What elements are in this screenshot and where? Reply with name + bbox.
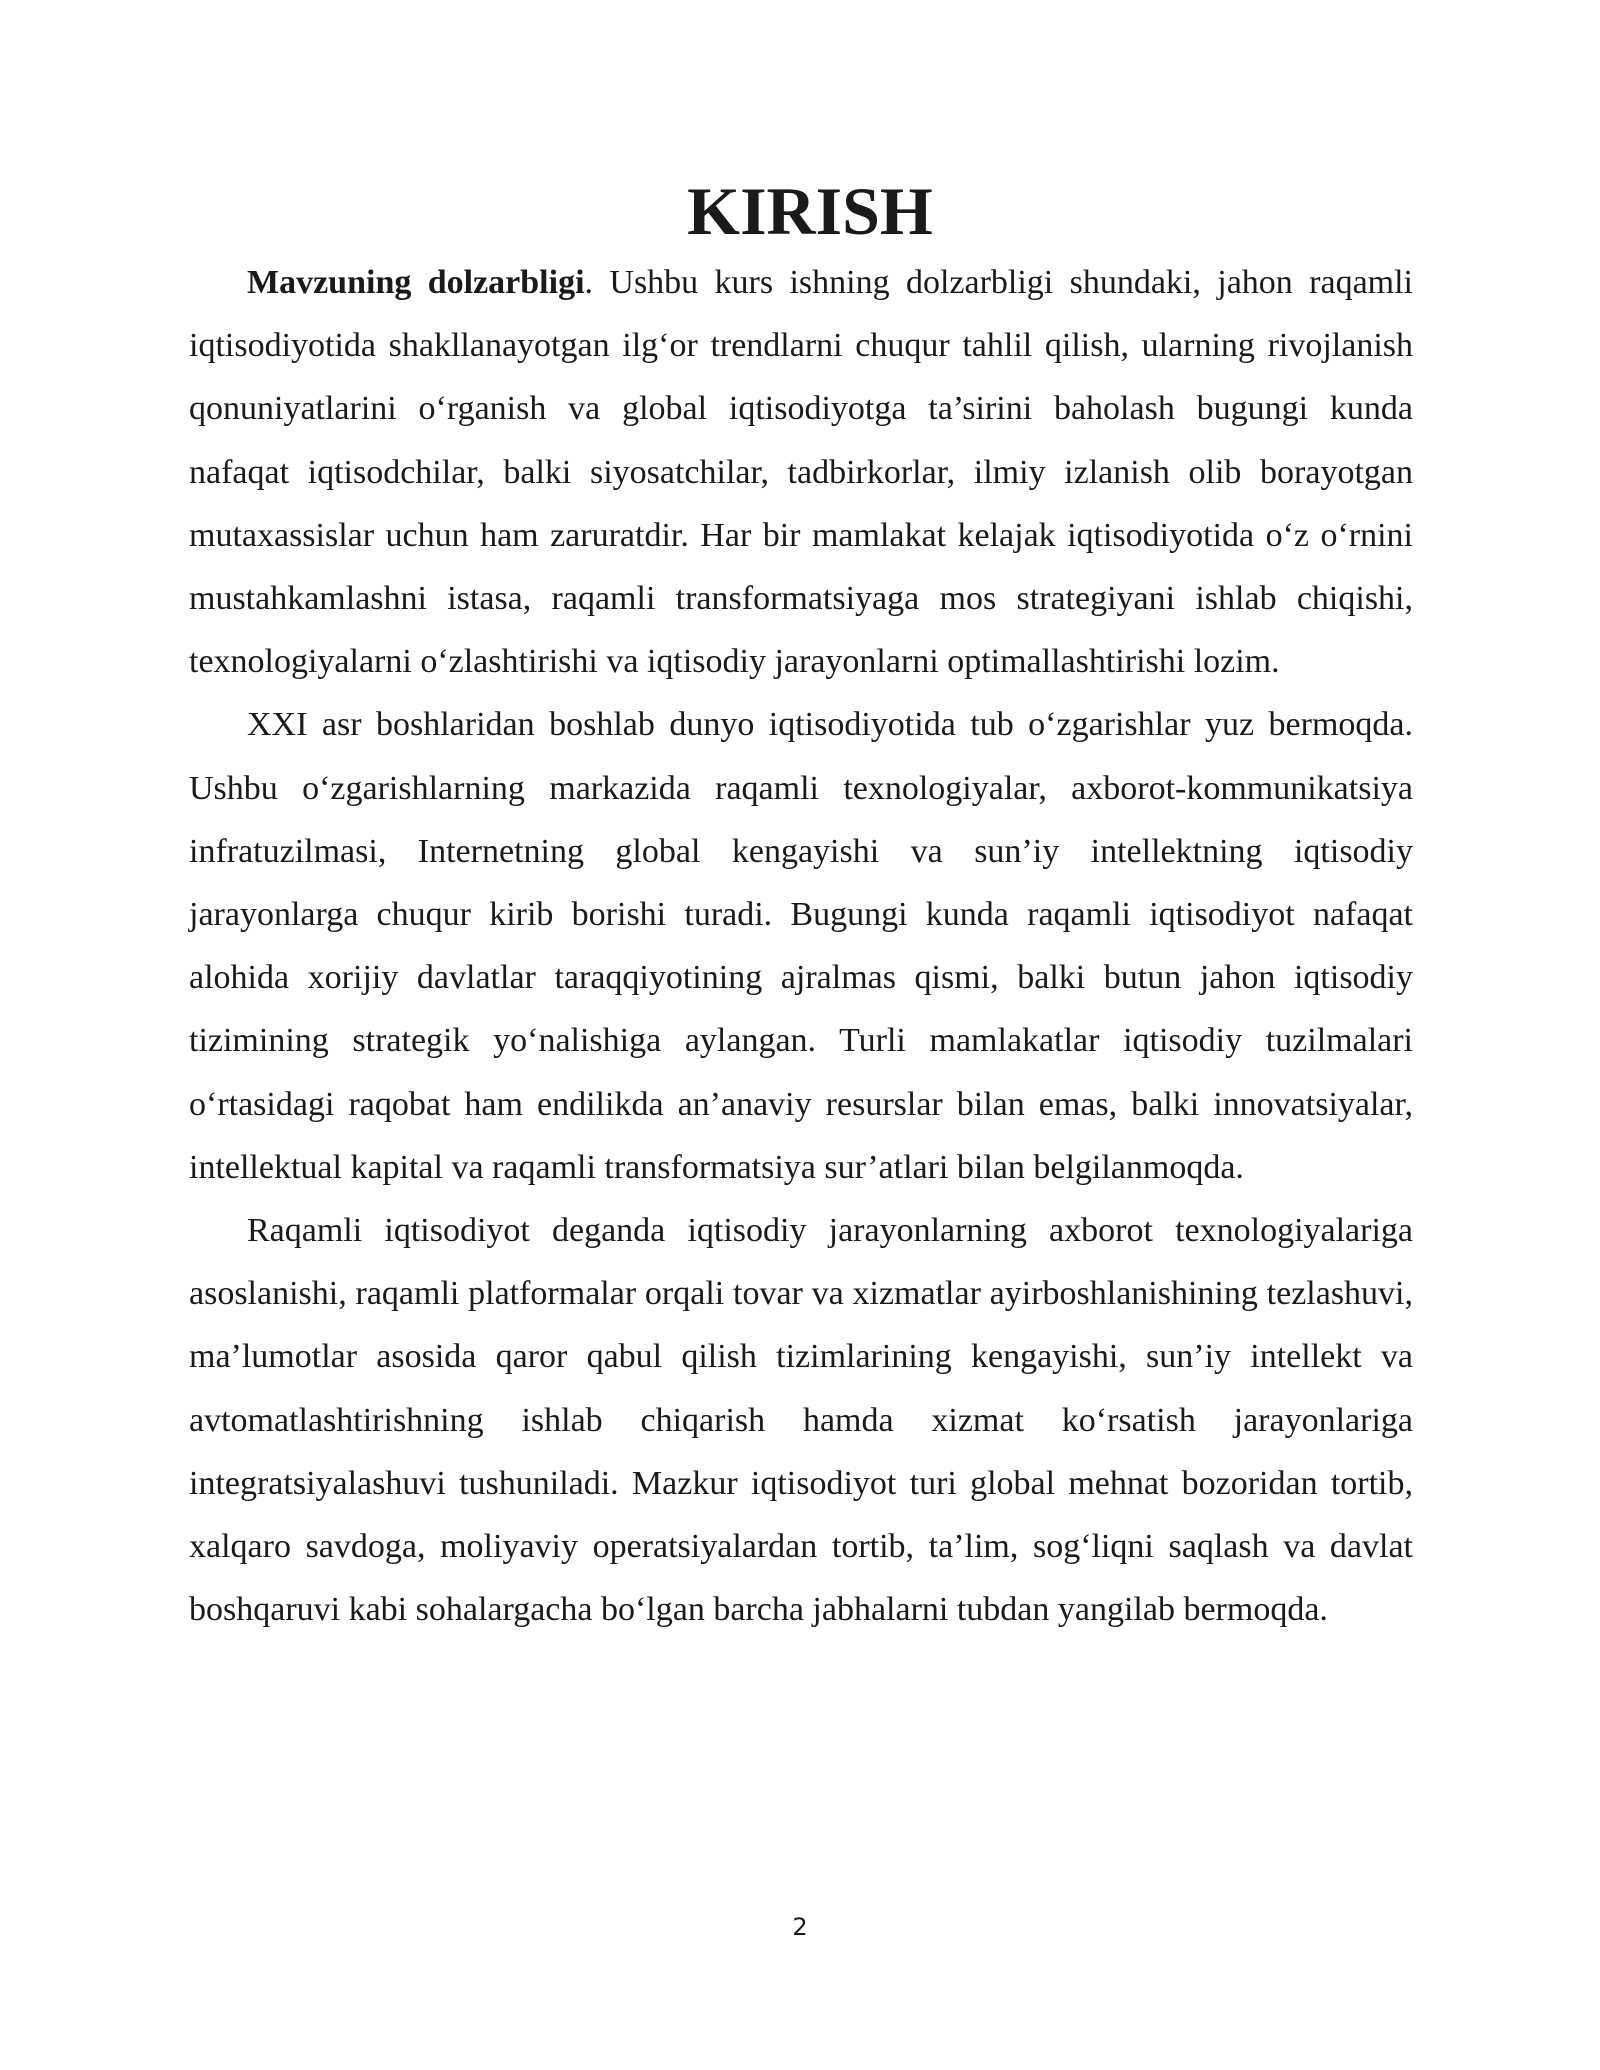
page-title: KIRISH [687, 173, 933, 249]
paragraph-lead: Mavzuning dolzarbligi [247, 264, 585, 301]
paragraph-digital-economy: Raqamli iqtisodiyot deganda iqtisodiy jarayonlarning axborot texnologiyalariga asoslanishi, raqamli platformalar orqali tovar va xizmatlar ayirboshlanishining tezlashuvi, ma’lumotlar asosida qaror qabul qilish tizimlarining kengayishi, sun’iy intellekt va avtomatlashtirishning ishlab chiqarish hamda xizmat ko‘rsatish jarayonlariga integratsiyalashuvi tushuniladi. Mazkur iqtisodiyot turi global mehnat bozoridan tortib, xalqaro savdoga, moliyaviy operatsiyalardan tortib, ta’lim, sog‘liqni saqlash va davlat boshqaruvi kabi sohalargacha bo‘lgan barcha jabhalarni tubdan yangilab bermoqda. [189, 1212, 1413, 1629]
paragraph-relevance [189, 251, 1413, 693]
paragraph-text: . Ushbu kurs ishning dolzarbligi shundaki, jahon raqamli iqtisodiyotida shakllanayotgan ilg‘or trendlarni chuqur tahlil qilish, ularning rivojlanish qonuniyatlarini o‘rganish va global iqtisodiyotga ta’sirini baholash bugungi kunda nafaqat iqtisodchilar, balki siyosatchilar, tadbirkorlar, ilmiy izlanish olib borayotgan mutaxassislar uchun ham zaruratdir. Har bir mamlakat kelajak iqtisodiyotida o‘z o‘rnini mustahkamlashni istasa, raqamli transformatsiyaga mos strategiyani ishlab chiqishi, texnologiyalarni o‘zlashtirishi va iqtisodiy jarayonlarni optimallashtirishi lozim. [189, 264, 1413, 681]
paragraph-xxi-century: XXI asr boshlaridan boshlab dunyo iqtisodiyotida tub o‘zgarishlar yuz bermoqda. Ushbu o‘zgarishlarning markazida raqamli texnologiyalar, axborot-kommunikatsiya infratuzilmasi, Internetning global kengayishi va sun’iy intellektning iqtisodiy jarayonlarga chuqur kirib borishi turadi. Bugungi kunda raqamli iqtisodiyot nafaqat alohida xorijiy davlatlar taraqqiyotining ajralmas qismi, balki butun jahon iqtisodiy tizimining strategik yo‘nalishiga aylangan. Turli mamlakatlar iqtisodiy tuzilmalari o‘rtasidagi raqobat ham endilikda an’anaviy resurslar bilan emas, balki innovatsiyalar, intellektual kapital va raqamli transformatsiya sur’atlari bilan belgilanmoqda. [189, 706, 1413, 1186]
page-number: 2 [792, 1913, 808, 1941]
page-body [189, 173, 1413, 1641]
